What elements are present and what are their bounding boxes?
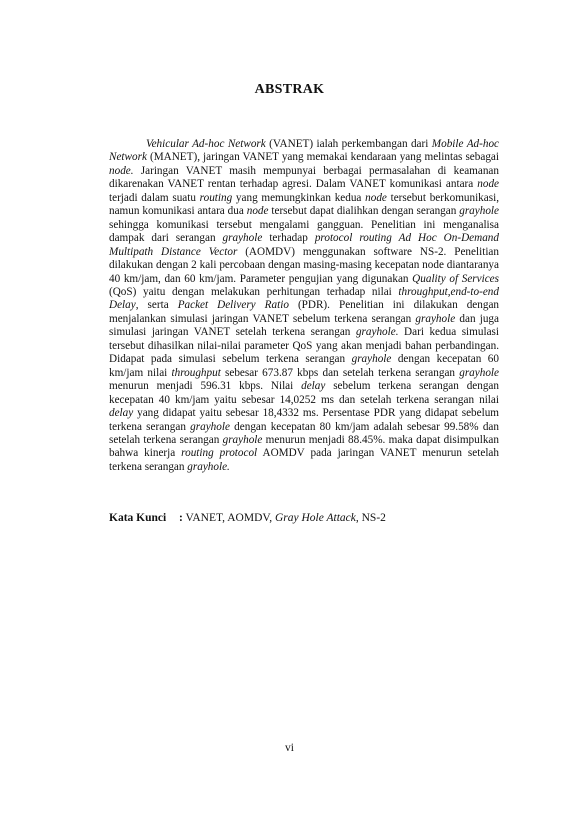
text-run: dengan kecepatan 80 km/jam adalah sebesar 99.58% dan setelah terkena serangan	[109, 420, 499, 446]
italic-term: protocol routing Ad Hoc On-Demand Multipath Distance Vector	[109, 232, 499, 258]
text-run: Dari kedua simulasi tersebut dihasilkan nilai-nilai parameter QoS yang akan menjadi bahan perbandingan. Didapat pada simulasi sebelum terkena serangan	[109, 326, 499, 366]
italic-term: delay	[301, 380, 326, 393]
text-run: menurun menjadi 88.45%. maka dapat disimpulkan bahwa kinerja	[109, 433, 499, 460]
italic-term: Quality of Services	[412, 272, 500, 285]
text-run: tersebut dapat dialihkan dengan serangan	[268, 205, 460, 218]
text-run: terhadap	[262, 232, 315, 245]
keywords-list	[183, 512, 386, 524]
italic-term: Vehicular Ad-hoc Network	[146, 138, 266, 150]
italic-term: delay	[109, 407, 134, 420]
italic-term: grayhole	[222, 232, 263, 245]
italic-term: grayhole.	[355, 326, 399, 339]
text-run: Jaringan VANET masih mempunyai berbagai permasalahan di keamanan dikarenakan VANET rentan terhadap agresi. Dalam VANET komunikasi antara	[109, 164, 499, 191]
italic-term: node.	[109, 164, 134, 177]
italic-term: grayhole	[222, 433, 263, 446]
page-title: ABSTRAK	[254, 82, 325, 97]
text-run: , NS-2	[355, 512, 386, 524]
text-run: dan juga simulasi jaringan VANET setelah terkena serangan	[109, 312, 499, 339]
italic-term: routing protocol	[181, 447, 258, 460]
italic-term: node	[365, 191, 387, 204]
keywords-colon: :	[179, 512, 183, 524]
text-run: yang didapat yaitu sebesar 18,4332 ms. Persentase PDR yang didapat sebelum terkena serangan	[109, 407, 499, 433]
text-run: yang memungkinkan kedua	[232, 191, 366, 204]
text-run: (MANET), jaringan VANET yang memakai kendaraan yang melintas sebagai	[146, 151, 499, 164]
text-run: tersebut berkomunikasi, namun komunikasi antara dua	[109, 191, 500, 218]
italic-term: grayhole	[459, 366, 499, 379]
italic-term: Gray Hole Attack	[274, 512, 356, 524]
keywords-label: Kata Kunci	[109, 512, 167, 524]
italic-term: throughput	[171, 366, 221, 379]
italic-term: Packet Delivery Ratio	[177, 299, 289, 312]
abstract-paragraph	[109, 138, 499, 474]
text-run: sehingga komunikasi tersebut mengalami gangguan. Penelitian ini menganalisa dampak dari serangan	[109, 218, 499, 245]
text-run: dengan kecepatan 60 km/jam nilai	[109, 353, 499, 379]
italic-term: Mobile Ad-hoc Network	[109, 138, 499, 164]
italic-term: node	[477, 178, 499, 191]
text-run: VANET, AOMDV,	[182, 512, 275, 524]
italic-term: node	[246, 205, 269, 218]
text-run: , serta	[135, 299, 178, 312]
italic-term: grayhole	[351, 353, 392, 366]
text-run: AOMDV pada jaringan VANET menurun setelah terkena serangan	[109, 447, 499, 473]
text-run: (PDR). Penelitian ini dilakukan dengan menjalankan simulasi jaringan VANET sebelum terkena serangan	[109, 299, 500, 325]
text-run: (QoS) yaitu dengan melakukan perhitungan terhadap nilai	[109, 285, 399, 298]
page-number: vi	[285, 742, 294, 754]
italic-term: grayhole	[190, 420, 230, 433]
italic-term: throughput,end-to-end Delay	[109, 285, 499, 312]
text-run: (VANET) ialah perkembangan dari	[265, 138, 432, 150]
abstract-body	[109, 138, 499, 474]
text-run: sebesar 673.87 kbps dan setelah terkena serangan	[220, 366, 460, 379]
text-run: sebelum terkena serangan dengan kecepatan 40 km/jam yaitu sebesar 14,0252 ms dan setelah terkena serangan nilai	[109, 380, 499, 406]
text-run: menurun menjadi 596.31 kbps. Nilai	[109, 380, 302, 393]
italic-term: grayhole.	[187, 460, 230, 473]
text-run: (AOMDV) menggunakan software NS-2. Penelitian dilakukan dengan 2 kali percobaan dengan masing-masing kecepatan node diantaranya 40 km/jam, dan 60 km/jam. Parameter pengujian yang digunakan	[109, 245, 499, 285]
italic-term: routing	[199, 191, 233, 204]
text-run: terjadi dalam suatu	[109, 191, 200, 204]
italic-term: grayhole	[459, 205, 499, 218]
keywords-line	[109, 512, 386, 524]
italic-term: grayhole	[415, 312, 456, 325]
